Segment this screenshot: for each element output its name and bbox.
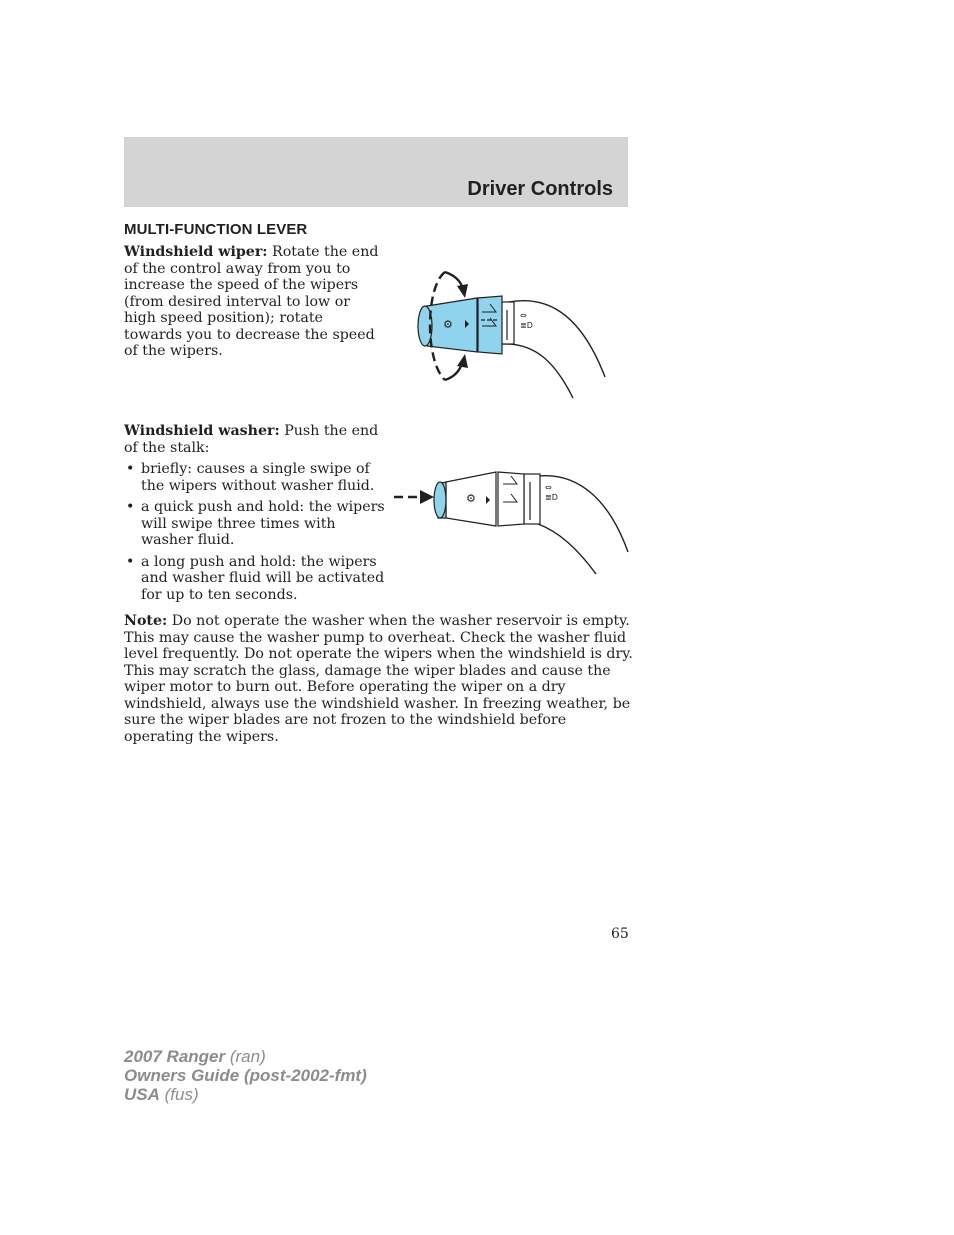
wiper-symbol-icon: ⚙	[466, 492, 476, 505]
svg-text:⚙: ⚙	[443, 318, 453, 331]
note-label: Note:	[124, 613, 168, 629]
washer-body: Push the end of the stalk:	[124, 423, 379, 456]
wiper-paragraph	[124, 244, 382, 360]
washer-paragraph	[124, 423, 382, 456]
page-title: Driver Controls	[467, 178, 613, 200]
wiper-body: Rotate the end of the control away from you to increase the speed of the wipers (from desired interval to low or high speed position); rotate towards you to decrease the speed of the wipers.	[124, 244, 379, 359]
page-number: 65	[611, 926, 629, 942]
washer-bullet-list	[124, 461, 386, 608]
headlamp-flash-icon: ⇔	[520, 311, 527, 320]
list-item: • a long push and hold: the wipers and washer fluid will be activated for up to ten seconds.	[126, 553, 385, 603]
svg-text:≣D: ≣D	[520, 321, 533, 330]
headlamp-flash-icon: ⇔	[545, 483, 552, 492]
washer-label: Windshield washer:	[124, 423, 280, 439]
section-heading: MULTI-FUNCTION LEVER	[124, 221, 308, 238]
document-footer: 2007 Ranger (ran) Owners Guide (post-2002-fmt) USA (fus)	[124, 1047, 367, 1104]
note-paragraph	[124, 613, 636, 745]
note-body: Do not operate the washer when the washer reservoir is empty. This may cause the washer pump to overheat. Check the washer fluid level frequently. Do not operate the wipers when the windshield is dry. This may scratch the glass, damage the wiper blades and cause the wiper motor to burn out. Before operating the wiper on a dry windshield, always use the windshield washer. In freezing weather, be sure the wiper blades are not frozen to the windshield before operating the wipers.	[124, 613, 633, 745]
lever-rotate-illustration	[405, 262, 615, 402]
wiper-label: Windshield wiper:	[124, 244, 268, 260]
list-item: • a quick push and hold: the wipers will swipe three times with washer fluid.	[126, 499, 385, 548]
list-item: • briefly: causes a single swipe of the wipers without washer fluid.	[126, 461, 375, 494]
svg-text:≣D: ≣D	[545, 493, 558, 502]
header-band	[124, 137, 628, 207]
lever-push-illustration	[390, 462, 635, 582]
